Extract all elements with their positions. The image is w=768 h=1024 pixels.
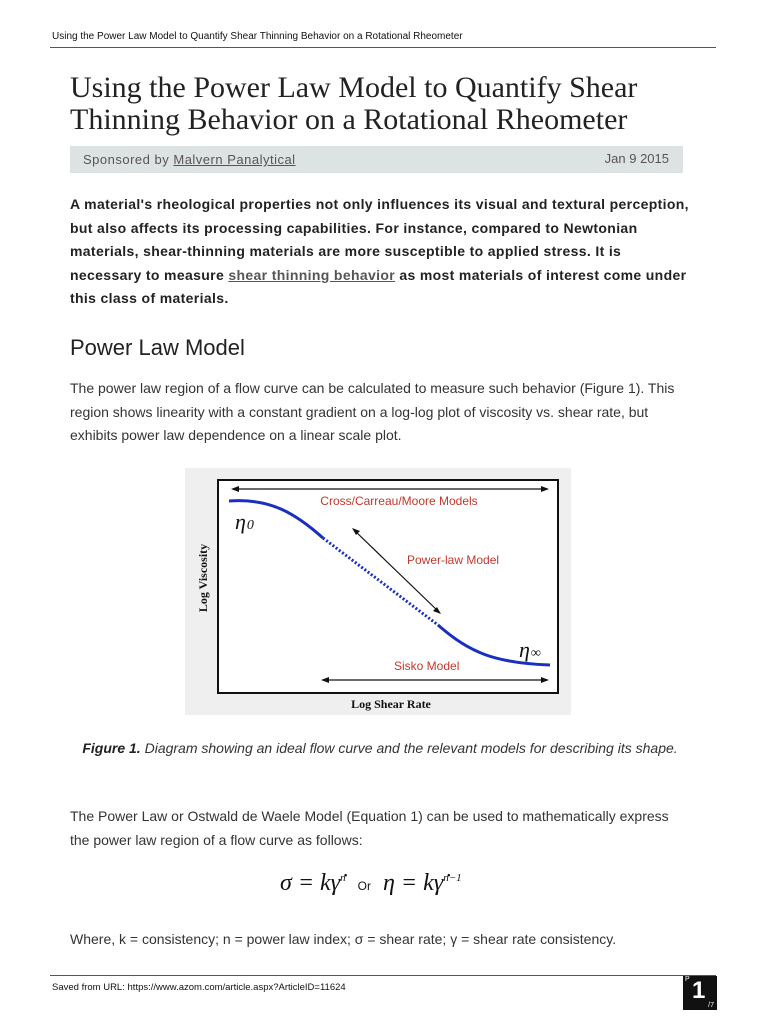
intro-text-2: as most materials of interest come under this class of materials. <box>70 266 687 306</box>
section-heading: Power Law Model <box>70 335 245 360</box>
equation-left: σ = kγ̇ <box>280 870 341 896</box>
paragraph-2: The Power Law or Ostwald de Waele Model (Equation 1) can be used to mathematically express the power law region of a flow curve as follows: <box>70 808 669 848</box>
equation-or: Or <box>357 879 371 893</box>
article-date: Jan 9 2015 <box>604 151 669 166</box>
running-header: Using the Power Law Model to Quantify Shear Thinning Behavior on a Rotational Rheometer <box>52 31 463 42</box>
eta-zero-sub: 0 <box>246 518 254 533</box>
cross-models-label: Cross/Carreau/Moore Models <box>320 494 478 508</box>
eta-inf-symbol: η <box>519 637 530 662</box>
footer-rule <box>50 975 716 976</box>
equation-left-exponent: n <box>340 872 346 884</box>
flow-curve-diagram <box>185 468 571 715</box>
sisko-label: Sisko Model <box>394 659 460 673</box>
figure-caption <box>70 737 690 760</box>
y-axis-label: Log Viscosity <box>196 543 210 613</box>
footer-label: Saved from URL: <box>52 982 125 993</box>
x-axis-label: Log Shear Rate <box>351 697 431 711</box>
sponsor-prefix: Sponsored by <box>83 152 170 167</box>
page-prefix: P <box>685 976 690 983</box>
shear-thinning-link[interactable]: shear thinning behavior <box>228 266 396 283</box>
footer-source <box>52 982 346 993</box>
sponsor-link[interactable]: Malvern Panalytical <box>173 152 296 167</box>
page-total: /7 <box>708 1002 714 1009</box>
sponsor-line <box>83 152 296 167</box>
header-rule <box>50 47 716 48</box>
figure-1 <box>185 468 571 715</box>
paragraph-1: The power law region of a flow curve can be calculated to measure such behavior (Figure 1). This region shows linearity with a constant gradient on a log-log plot of viscosity vs. shear rate, but exhibits power law dependence on a linear scale plot. <box>70 380 675 443</box>
eta-zero-symbol: η <box>235 509 246 534</box>
power-law-label: Power-law Model <box>407 553 500 567</box>
equation-right: η = kγ̇ <box>382 870 444 896</box>
page-number-badge <box>683 976 717 1010</box>
intro-paragraph <box>70 193 690 311</box>
caption-label: Figure 1. <box>82 740 141 756</box>
footer-url[interactable]: https://www.azom.com/article.aspx?ArticleID=11624 <box>127 982 346 993</box>
equation-right-exponent: n−1 <box>443 872 462 884</box>
intro-text-1: A material's rheological properties not only influences its visual and textural perception, but also affects its processing capabilities. For instance, compared to Newtonian materials, shear-thinning materials are more susceptible to applied stress. It is necessary to measure <box>70 196 689 283</box>
sponsor-bar <box>70 146 683 173</box>
caption-text: Diagram showing an ideal flow curve and the relevant models for describing its shape. <box>140 740 678 756</box>
paragraph-3: Where, k = consistency; n = power law index; σ = shear rate; γ = shear rate consistency. <box>70 931 617 947</box>
equation-1 <box>280 870 500 904</box>
eta-inf-sub: ∞ <box>530 646 541 661</box>
page-number: 1 <box>692 977 706 1004</box>
article-title: Using the Power Law Model to Quantify Shear Thinning Behavior on a Rotational Rheometer <box>70 71 638 136</box>
